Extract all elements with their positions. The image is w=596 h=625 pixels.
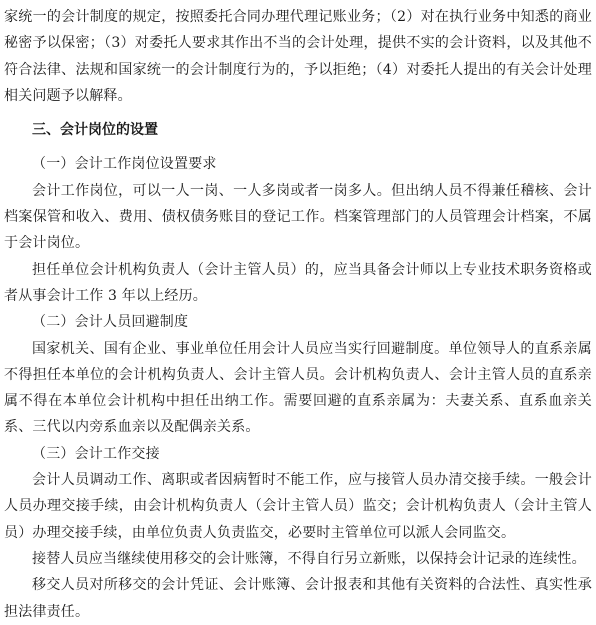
intro-paragraph: 家统一的会计制度的规定，按照委托合同办理代理记账业务；（2）对在执行业务中知悉的商业秘密予以保密；（3）对委托人要求其作出不当的会计处理，提供不实的会计资料，以及其他不符合法律、法规和国家统一的会计制度行为的，予以拒绝；（4）对委托人提出的有关会计处理相关问题予以解释。 bbox=[4, 9, 592, 104]
section-heading: 三、会计岗位的设置 bbox=[32, 122, 158, 139]
subsection-3-paragraph-2: 接替人员应当继续使用移交的会计账簿，不得自行另立新账，以保持会计记录的连续性。 bbox=[32, 550, 586, 567]
subsection-2-paragraph-1: 国家机关、国有企业、事业单位任用会计人员应当实行回避制度。单位领导人的直系亲属不得担任本单位的会计机构负责人、会计主管人员。会计机构负责人、会计主管人员的直系亲属不得在本单位会计机构中担任出纳工作。需要回避的直系亲属为：夫妻关系、直系血亲关系、三代以内旁系血亲以及配偶亲关系。 bbox=[4, 340, 592, 436]
subsection-heading-2: （二）会计人员回避制度 bbox=[32, 314, 189, 331]
subsection-3-paragraph-3: 移交人员对所移交的会计凭证、会计账簿、会计报表和其他有关资料的合法性、真实性承担法律责任。 bbox=[4, 577, 592, 620]
subsection-heading-1: （一）会计工作岗位设置要求 bbox=[32, 156, 217, 173]
subsection-1-paragraph-2: 担任单位会计机构负责人（会计主管人员）的，应当具备会计师以上专业技术职务资格或者从事会计工作 3 年以上经历。 bbox=[4, 261, 592, 304]
subsection-3-paragraph-1: 会计人员调动工作、离职或者因病暂时不能工作，应与接管人员办清交接手续。一般会计人员办理交接手续，由会计机构负责人（会计主管人员）监交；会计机构负责人（会计主管人员）办理交接手续，由单位负责人负责监交，必要时主管单位可以派人会同监交。 bbox=[4, 472, 592, 541]
subsection-heading-3: （三）会计工作交接 bbox=[32, 445, 160, 462]
subsection-1-paragraph-1: 会计工作岗位，可以一人一岗、一人多岗或者一岗多人。但出纳人员不得兼任稽核、会计档案保管和收入、费用、债权债务账目的登记工作。档案管理部门的人员管理会计档案，不属于会计岗位。 bbox=[4, 182, 592, 252]
